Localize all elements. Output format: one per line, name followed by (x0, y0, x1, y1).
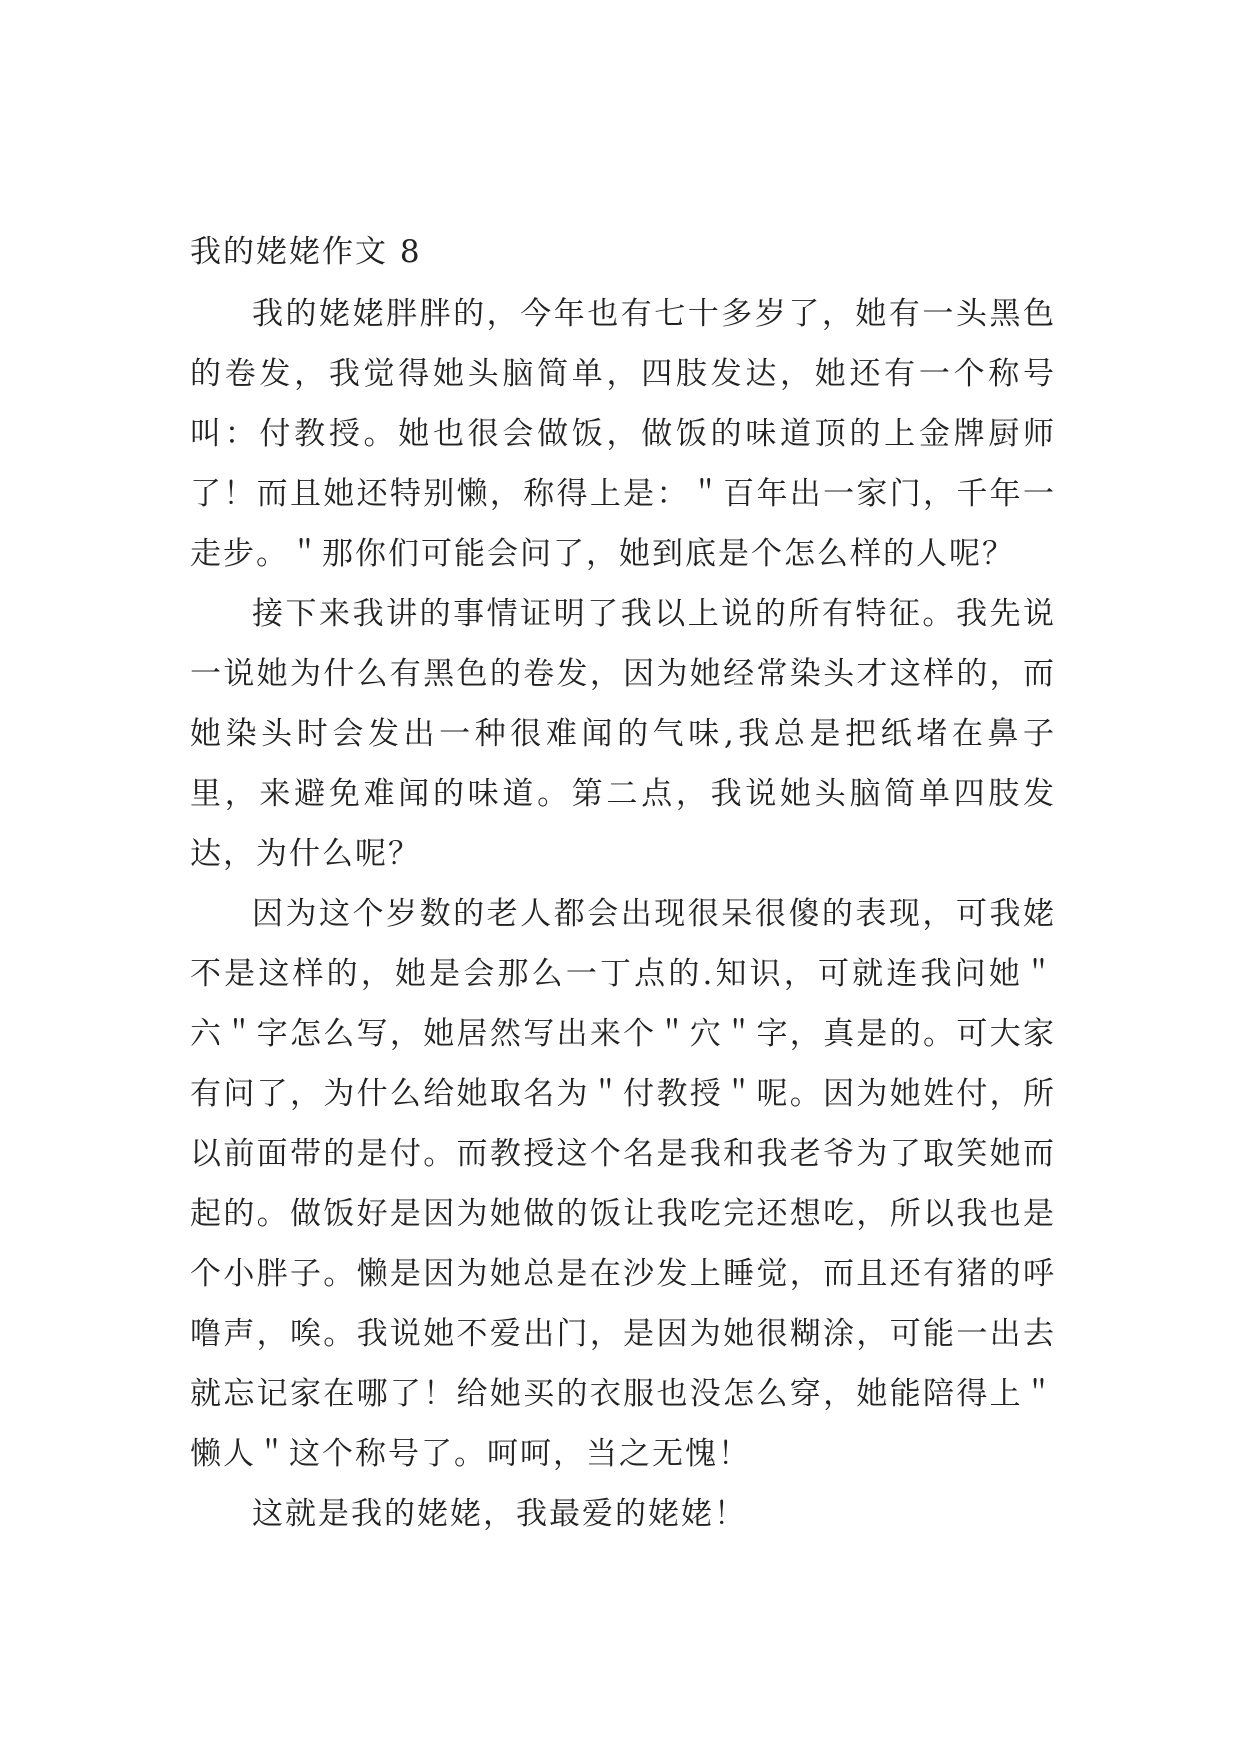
paragraph-1: 我的姥姥胖胖的，今年也有七十多岁了，她有一头黑色的卷发，我觉得她头脑简单，四肢发达，她还有一个称号叫：付教授。她也很会做饭，做饭的味道顶的上金牌厨师了！而且她还特别懒，称得上是：＂百年出一家门，千年一走步。＂那你们可能会问了，她到底是个怎么样的人呢？ (190, 296, 1056, 572)
document-body (190, 222, 1056, 1544)
document-title: 我的姥姥作文 8 (190, 234, 422, 270)
paragraph-3: 因为这个岁数的老人都会出现很呆很傻的表现，可我姥不是这样的，她是会那么一丁点的.知识，可就连我问她＂六＂字怎么写，她居然写出来个＂穴＂字，真是的。可大家有问了，为什么给她取名为＂付教授＂呢。因为她姓付，所以前面带的是付。而教授这个名是我和我老爷为了取笑她而起的。做饭好是因为她做的饭让我吃完还想吃，所以我也是个小胖子。懒是因为她总是在沙发上睡觉，而且还有猪的呼噜声，唉。我说她不爱出门，是因为她很糊涂，可能一出去就忘记家在哪了！给她买的衣服也没怎么穿，她能陪得上＂懒人＂这个称号了。呵呵，当之无愧！ (190, 896, 1056, 1472)
paragraph-2: 接下来我讲的事情证明了我以上说的所有特征。我先说一说她为什么有黑色的卷发，因为她经常染头才这样的，而她染头时会发出一种很难闻的气味,我总是把纸堵在鼻子里，来避免难闻的味道。第二点，我说她头脑简单四肢发达，为什么呢？ (190, 596, 1056, 872)
paragraph-4: 这就是我的姥姥，我最爱的姥姥！ (252, 1496, 747, 1532)
